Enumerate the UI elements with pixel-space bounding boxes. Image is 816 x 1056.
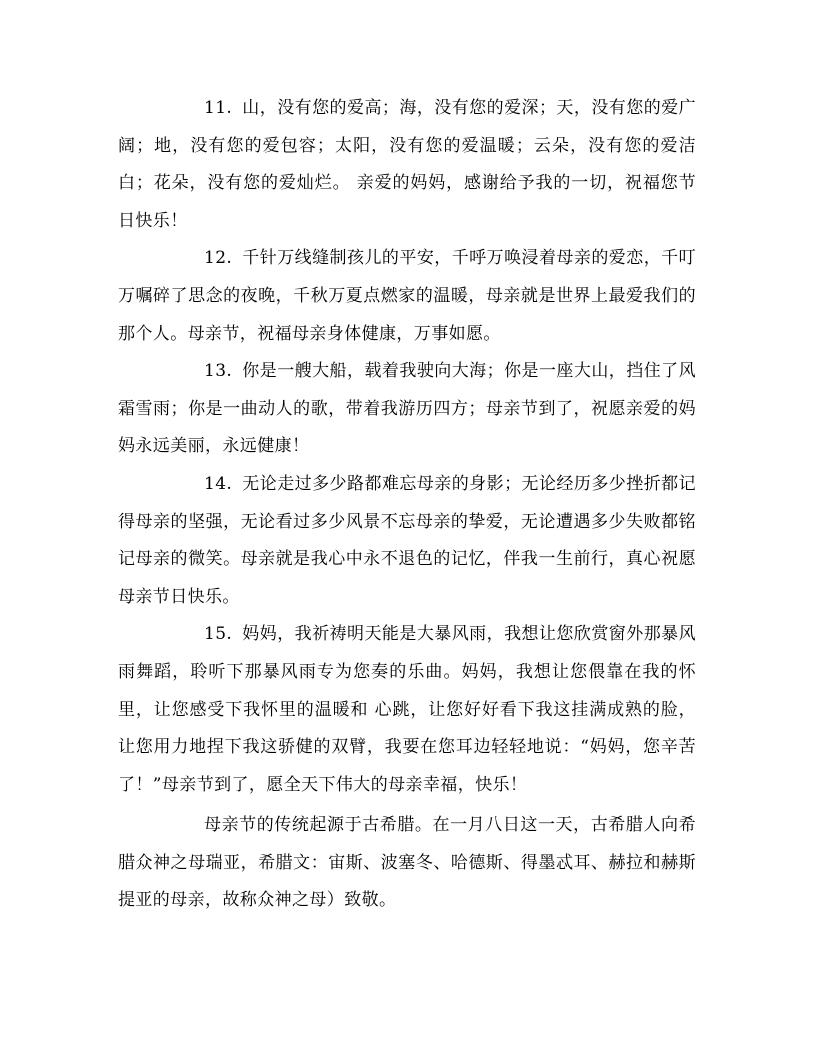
paragraph-12 [118,240,696,353]
paragraph-11 [118,90,696,240]
paragraph-13 [118,353,696,466]
paragraph-number: 13. [204,361,233,382]
paragraph-text: 你是一艘大船，载着我驶向大海；你是一座大山，挡住了风霜雪雨；你是一曲动人的歌，带着我游历四方；母亲节到了，祝愿亲爱的妈妈永远美丽，永远健康！ [118,361,696,457]
paragraph-14 [118,466,696,616]
document-page [118,90,696,920]
paragraph-number: 14. [204,473,233,494]
paragraph-number: 11. [204,98,233,118]
paragraph-text: 妈妈，我祈祷明天能是大暴风雨，我想让您欣赏窗外那暴风雨舞蹈，聆听下那暴风雨专为您奏的乐曲。妈妈，我想让您偎靠在我的怀里，让您感受下我怀里的温暖和 心跳，让您好好看下我这挂满成熟的脸，让您用力地捏下我这骄健的双臂，我要在您耳边轻轻地说：“妈妈，您辛苦了！”母亲节到了，愿全天下伟大的母亲幸福，快乐！ [118,624,696,795]
paragraph-number: 12. [204,248,233,269]
paragraph-number: 15. [204,624,233,645]
closing-paragraph: 母亲节的传统起源于古希腊。在一月八日这一天，古希腊人向希腊众神之母瑞亚，希腊文：宙斯、波塞冬、哈德斯、得墨忒耳、赫拉和赫斯提亚的母亲，故称众神之母）致敬。 [118,815,696,911]
paragraph-15 [118,616,696,804]
paragraph-text: 千针万线缝制孩儿的平安，千呼万唤浸着母亲的爱恋，千叮万嘱碎了思念的夜晚，千秋万夏点燃家的温暖，母亲就是世界上最爱我们的那个人。母亲节，祝福母亲身体健康，万事如愿。 [118,248,696,344]
paragraph-text: 山，没有您的爱高；海，没有您的爱深；天，没有您的爱广阔；地，没有您的爱包容；太阳，没有您的爱温暖；云朵，没有您的爱洁白；花朵，没有您的爱灿烂。 亲爱的妈妈，感谢给予我的一切，祝福您节日快乐！ [118,98,696,231]
paragraph-text: 无论走过多少路都难忘母亲的身影；无论经历多少挫折都记得母亲的坚强，无论看过多少风景不忘母亲的挚爱，无论遭遇多少失败都铭记母亲的微笑。母亲就是我心中永不退色的记忆，伴我一生前行，真心祝愿母亲节日快乐。 [118,473,696,607]
